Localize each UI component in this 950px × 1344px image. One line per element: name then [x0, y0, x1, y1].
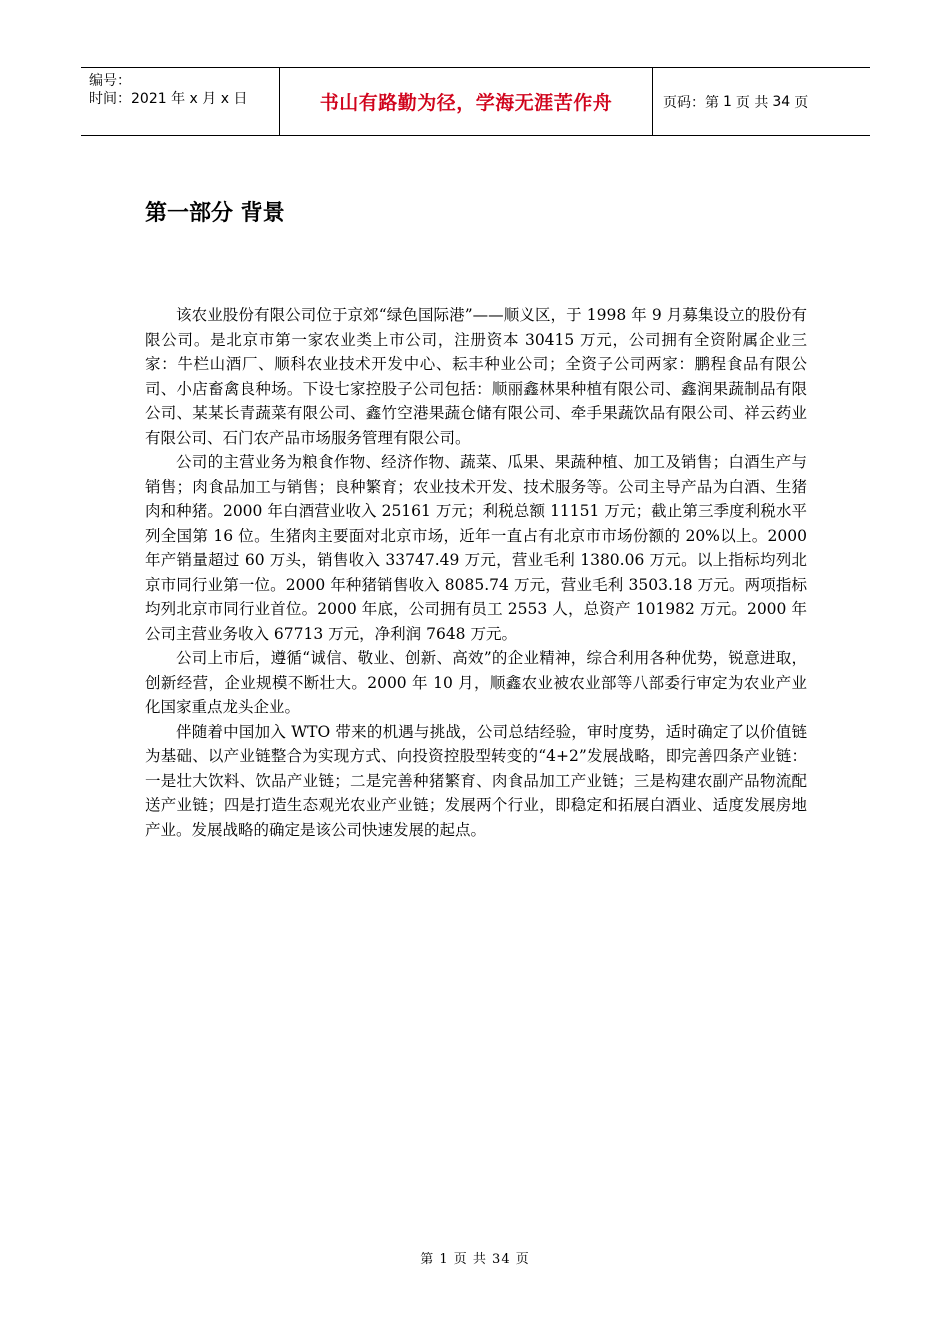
document-date: 时间：2021 年 x 月 x 日: [89, 91, 248, 107]
header-page-number: [653, 68, 870, 135]
paragraph: 公司上市后，遵循“诚信、敬业、创新、高效”的企业精神，综合利用各种优势，锐意进取，创新经营，企业规模不断壮大。2000 年 10 月，顺鑫农业被农业部等八部委行审定为农业产业化国家重点龙头企业。: [145, 649, 807, 716]
page-footer: 第 1 页 共 34 页: [420, 1252, 530, 1267]
paragraph: 伴随着中国加入 WTO 带来的机遇与挑战，公司总结经验，审时度势，适时确定了以价值链为基础、以产业链整合为实现方式、向投资控股型转变的“4+2”发展战略，即完善四条产业链：一是壮大饮料、饮品产业链；二是完善种猪繁育、肉食品加工产业链；三是构建农副产品物流配送产业链；四是打造生态观光农业产业链；发展两个行业，即稳定和拓展白酒业、适度发展房地产业。发展战略的确定是该公司快速发展的起点。: [145, 722, 807, 839]
page-header: [81, 67, 870, 136]
section-title: 第一部分 背景: [145, 201, 285, 226]
body-text: [145, 303, 807, 842]
page-mid: 页 共: [735, 94, 769, 111]
paragraph: 公司的主营业务为粮食作物、经济作物、蔬菜、瓜果、果蔬种植、加工及销售；白酒生产与销售；肉食品加工与销售；良种繁育；农业技术开发、技术服务等。公司主导产品为白酒、生猪肉和种猪。2000 年白酒营业收入 25161 万元；利税总额 11151 万元；截止第三季度利税水平列全国第 16 位。生猪肉主要面对北京市场，近年一直占有北京市市场份额的 20%以上。2000 年产销量超过 60 万头，销售收入 33747.49 万元，营业毛利 1380.06 万元。以上指标均列北京市同行业第一位。2000 年种猪销售收入 8085.74 万元，营业毛利 3503.18 万元。两项指标均列北京市同行业首位。2000 年底，公司拥有员工 2553 人，总资产 101982 万元。2000 年公司主营业务收入 67713 万元，净利润 7648 万元。: [145, 453, 807, 643]
header-motto: 书山有路勤为径，学海无涯苦作舟: [280, 68, 653, 135]
page-total: 34: [772, 93, 791, 110]
header-meta: [81, 68, 280, 135]
page-current: 1: [723, 93, 732, 110]
page-suffix: 页: [794, 94, 809, 111]
page-prefix: 页码：第: [663, 94, 719, 111]
paragraph: 该农业股份有限公司位于京郊“绿色国际港”——顺义区，于 1998 年 9 月募集设立的股份有限公司。是北京市第一家农业类上市公司，注册资本 30415 万元，公司拥有全资附属企业三家：牛栏山酒厂、顺科农业技术开发中心、耘丰种业公司；全资子公司两家：鹏程食品有限公司、小店畜禽良种场。下设七家控股子公司包括：顺丽鑫林果种植有限公司、鑫润果蔬制品有限公司、某某长青蔬菜有限公司、鑫竹空港果蔬仓储有限公司、牵手果蔬饮品有限公司、祥云药业有限公司、石门农产品市场服务管理有限公司。: [145, 306, 807, 447]
document-number-label: 编号：: [89, 73, 131, 89]
